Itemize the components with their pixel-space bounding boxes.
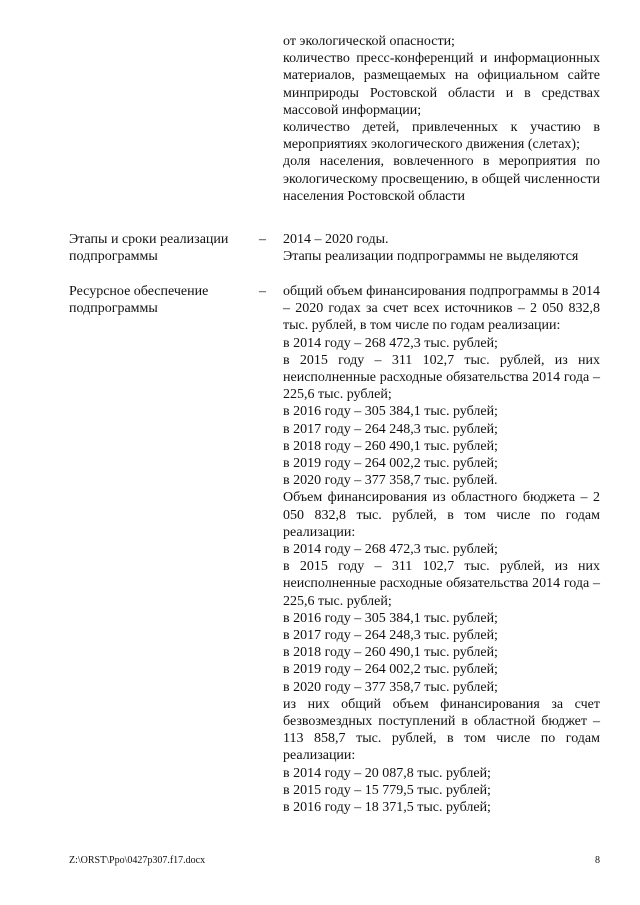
paragraph: в 2020 году – 377 358,7 тыс. рублей; [283,679,498,695]
paragraph: в 2017 году – 264 248,3 тыс. рублей; [283,421,498,437]
paragraph: в 2016 году – 305 384,1 тыс. рублей; [283,610,498,626]
paragraph: Объем финансирования из областного бюджета – 2 050 832,8 тыс. рублей, в том числе по годам реализации: [283,490,600,540]
footer-file-path: Z:\ORST\Ppo\0427p307.f17.docx [69,855,206,866]
paragraph: доля населения, вовлеченного в мероприятия по экологическому просвещению, в общей численности населения Ростовской области [283,154,600,204]
paragraph: в 2015 году – 311 102,7 тыс. рублей, из них неисполненные расходные обязательства 2014 года – 225,6 тыс. рублей; [283,352,600,403]
section-content-stages [283,231,600,265]
section-dash: – [259,232,266,247]
section-content-resources [283,283,600,816]
paragraph: в 2018 году – 260 490,1 тыс. рублей; [283,645,498,661]
paragraph: в 2014 году – 268 472,3 тыс. рублей; [283,335,498,351]
paragraph: в 2014 году – 268 472,3 тыс. рублей; [283,542,498,558]
paragraph: Этапы реализации подпрограммы не выделяются [283,249,579,265]
paragraph: количество детей, привлеченных к участию в мероприятиях экологического движения (слетах); [283,120,600,153]
paragraph: в 2020 году – 377 358,7 тыс. рублей. [283,473,498,489]
paragraph: в 2019 году – 264 002,2 тыс. рублей; [283,456,498,472]
paragraph: в 2018 году – 260 490,1 тыс. рублей; [283,438,498,454]
page-number: 8 [595,855,600,866]
paragraph: общий объем финансирования подпрограммы в 2014 – 2020 годах за счет всех источников – 2 050 832,8 тыс. рублей, в том числе по годам реализации: [283,284,600,334]
paragraph: от экологической опасности; [283,34,455,49]
paragraph: в 2016 году – 18 371,5 тыс. рублей; [283,800,491,816]
paragraph: 2014 – 2020 годы. [283,232,389,247]
section-label-resources: Ресурсное обеспечение подпрограммы [69,284,209,317]
continuation-block [283,33,600,205]
paragraph: количество пресс-конференций и информационных материалов, размещаемых на официальном сайте минприроды Ростовской области и в средствах массовой информации; [283,51,600,118]
paragraph: в 2015 году – 311 102,7 тыс. рублей, из них неисполненные расходные обязательства 2014 года – 225,6 тыс. рублей; [283,559,600,609]
paragraph: в 2017 году – 264 248,3 тыс. рублей; [283,628,498,644]
paragraph: из них общий объем финансирования за счет безвозмездных поступлений в областной бюджет – 113 858,7 тыс. рублей, в том числе по годам реализации: [283,696,600,764]
paragraph: в 2015 году – 15 779,5 тыс. рублей; [283,782,491,798]
section-dash: – [259,284,266,299]
paragraph: в 2016 году – 305 384,1 тыс. рублей; [283,404,498,420]
paragraph: в 2014 году – 20 087,8 тыс. рублей; [283,765,491,781]
section-label-stages: Этапы и сроки реализации подпрограммы [69,232,229,265]
paragraph: в 2019 году – 264 002,2 тыс. рублей; [283,662,498,678]
